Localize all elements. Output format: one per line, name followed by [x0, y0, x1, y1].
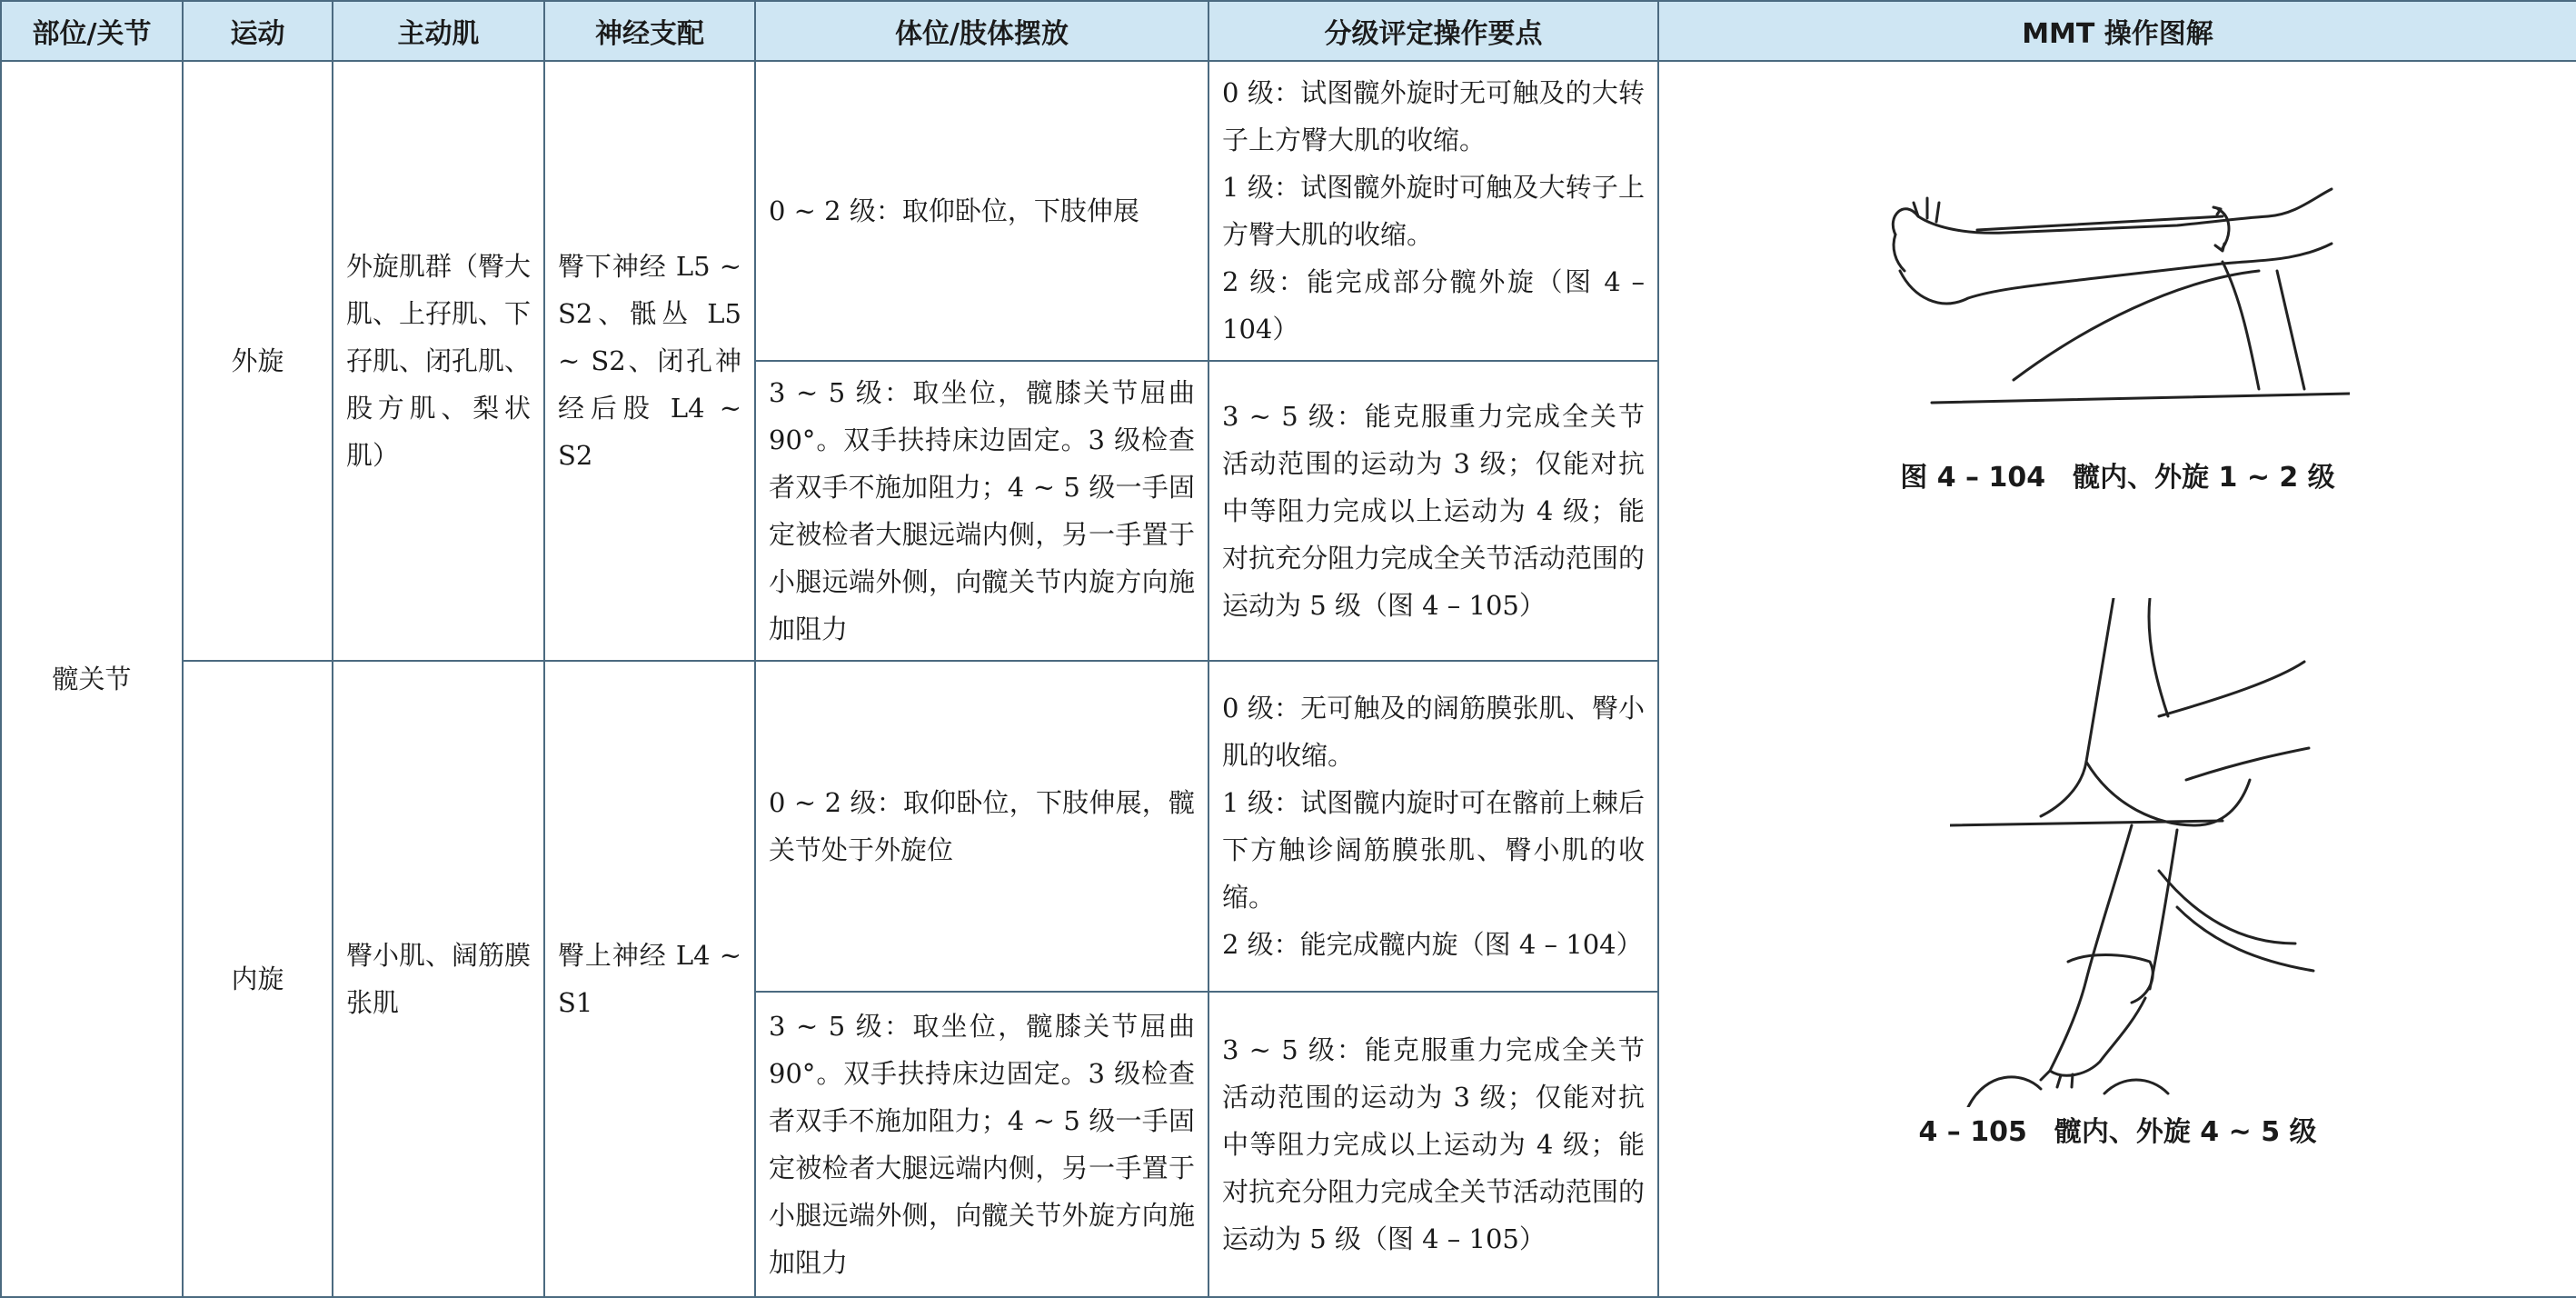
grading-points-cell [1208, 61, 1658, 361]
header-mmt-illustration: MMT 操作图解 [1658, 1, 2576, 61]
motion-cell: 内旋 [183, 661, 333, 1297]
grade-1-text: 1 级：试图髋外旋时可触及大转子上方臀大肌的收缩。 [1222, 172, 1645, 250]
illustration-cell [1658, 61, 2576, 1297]
header-row [1, 1, 2576, 61]
figure-104-caption: 图 4 – 104 髋内、外旋 1 ~ 2 级 [1900, 462, 2335, 494]
figure-105-caption: 4 – 105 髋内、外旋 4 ~ 5 级 [1918, 1116, 2317, 1148]
header-position: 体位/肢体摆放 [755, 1, 1208, 61]
header-nerve: 神经支配 [544, 1, 755, 61]
grade-2-text: 2 级：能完成髋内旋（图 4 – 104） [1222, 929, 1643, 960]
muscles-cell: 外旋肌群（臀大肌、上孖肌、下孖肌、闭孔肌、股方肌、梨状肌） [333, 61, 544, 661]
grade-1-text: 1 级：试图髋内旋时可在髂前上棘后下方触诊阔筋膜张肌、臀小肌的收缩。 [1222, 787, 1645, 913]
grade-0-text: 0 级：无可触及的阔筋膜张肌、臀小肌的收缩。 [1222, 693, 1645, 771]
motion-cell: 外旋 [183, 61, 333, 661]
nerve-cell: 臀下神经 L5 ~ S2、骶丛 L5 ~ S2、闭孔神经后股 L4 ~ S2 [544, 61, 755, 661]
nerve-cell: 臀上神经 L4 ~ S1 [544, 661, 755, 1297]
seated-leg-illustration [1950, 598, 2332, 1107]
header-grading-points: 分级评定操作要点 [1208, 1, 1658, 61]
header-joint: 部位/关节 [1, 1, 183, 61]
joint-cell: 髋关节 [1, 61, 183, 1297]
muscles-cell: 臀小肌、阔筋膜张肌 [333, 661, 544, 1297]
position-cell: 0 ~ 2 级：取仰卧位，下肢伸展，髋关节处于外旋位 [755, 661, 1208, 992]
grade-0-text: 0 级：试图髋外旋时无可触及的大转子上方臀大肌的收缩。 [1222, 77, 1645, 155]
header-motion: 运动 [183, 1, 333, 61]
position-cell: 0 ~ 2 级：取仰卧位，下肢伸展 [755, 61, 1208, 361]
grade-2-text: 2 级：能完成部分髋外旋（图 4 – 104） [1222, 266, 1645, 344]
position-cell: 3 ~ 5 级：取坐位，髋膝关节屈曲 90°。双手扶持床边固定。3 级检查者双手不施加阻力；4 ~ 5 级一手固定被检者大腿远端内侧，另一手置于小腿远端外侧，向髋关节内旋方向施加阻力 [755, 361, 1208, 661]
position-cell: 3 ~ 5 级：取坐位，髋膝关节屈曲 90°。双手扶持床边固定。3 级检查者双手不施加阻力；4 ~ 5 级一手固定被检者大腿远端内侧，另一手置于小腿远端外侧，向髋关节外旋方向施加阻力 [755, 992, 1208, 1297]
header-muscles: 主动肌 [333, 1, 544, 61]
supine-leg-illustration [1877, 162, 2350, 444]
grading-points-cell [1208, 661, 1658, 992]
grading-points-cell: 3 ~ 5 级：能克服重力完成全关节活动范围的运动为 3 级；仅能对抗中等阻力完成以上运动为 4 级；能对抗充分阻力完成全关节活动范围的运动为 5 级（图 4 – 105） [1208, 361, 1658, 661]
grading-points-cell: 3 ~ 5 级：能克服重力完成全关节活动范围的运动为 3 级；仅能对抗中等阻力完成以上运动为 4 级；能对抗充分阻力完成全关节活动范围的运动为 5 级（图 4 – 105） [1208, 992, 1658, 1297]
table-row [1, 61, 2576, 361]
